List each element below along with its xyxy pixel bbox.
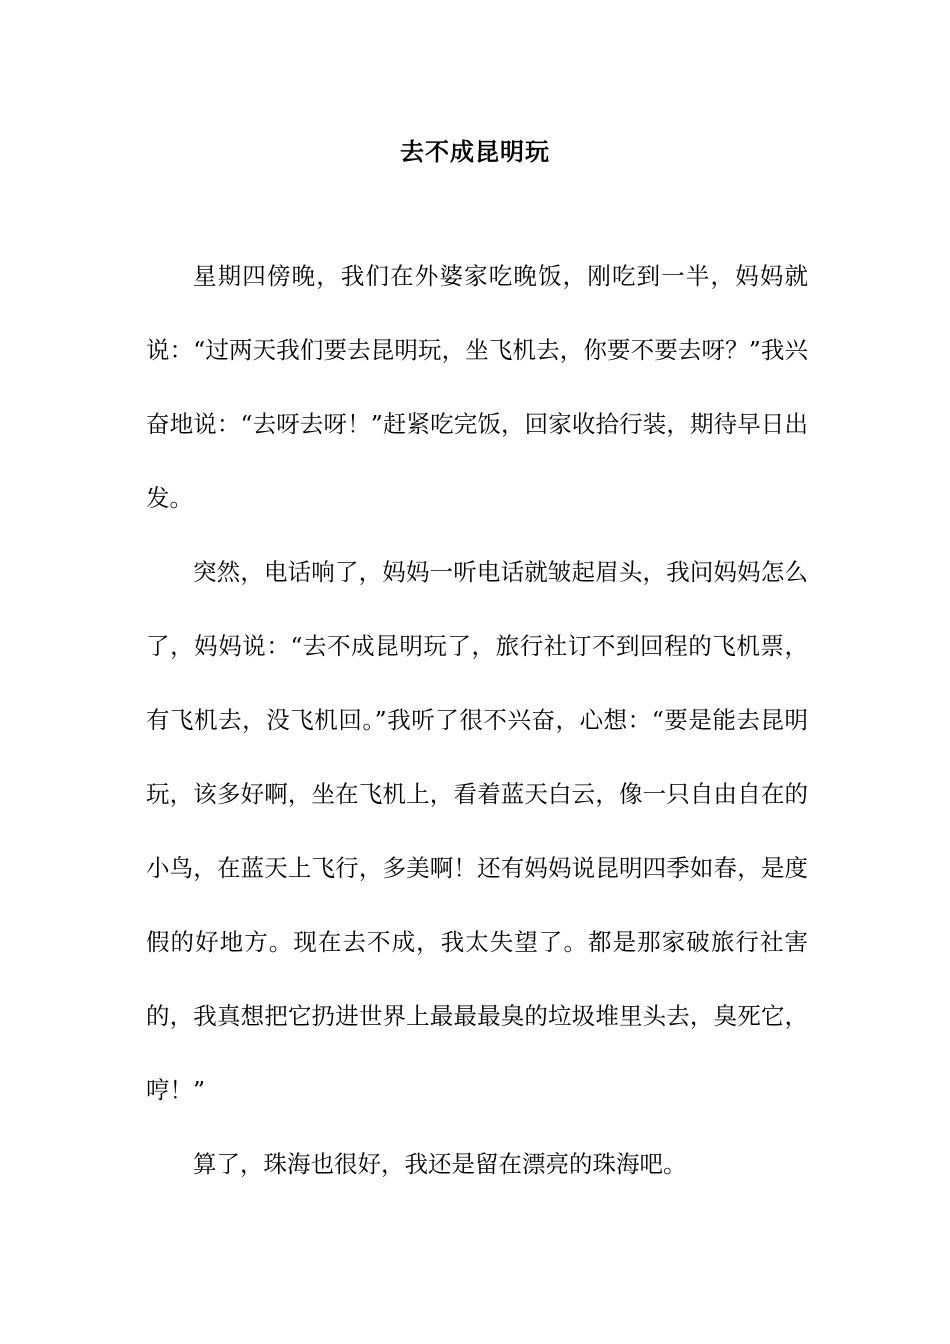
- document-body: [146, 239, 808, 1201]
- paragraph: 突然，电话响了，妈妈一听电话就皱起眉头，我问妈妈怎么了，妈妈说：“去不成昆明玩了，旅行社订不到回程的飞机票，有飞机去，没飞机回。”我听了很不兴奋，心想：“要是能去昆明玩，该多好啊，坐在飞机上，看着蓝天白云，像一只自由自在的小鸟，在蓝天上飞行，多美啊！还有妈妈说昆明四季如春，是度假的好地方。现在去不成，我太失望了。都是那家破旅行社害的，我真想把它扔进世界上最最最臭的垃圾堆里头去，臭死它，哼！”: [146, 558, 808, 1104]
- paragraph: 星期四傍晚，我们在外婆家吃晚饭，刚吃到一半，妈妈就说：“过两天我们要去昆明玩，坐飞机去，你要不要去呀？”我兴奋地说：“去呀去呀！”赶紧吃完饭，回家收拾行装，期待早日出发。: [146, 262, 808, 512]
- document-title: 去不成昆明玩: [400, 137, 550, 166]
- paragraph: 算了，珠海也很好，我还是留在漂亮的珠海吧。: [193, 1150, 687, 1178]
